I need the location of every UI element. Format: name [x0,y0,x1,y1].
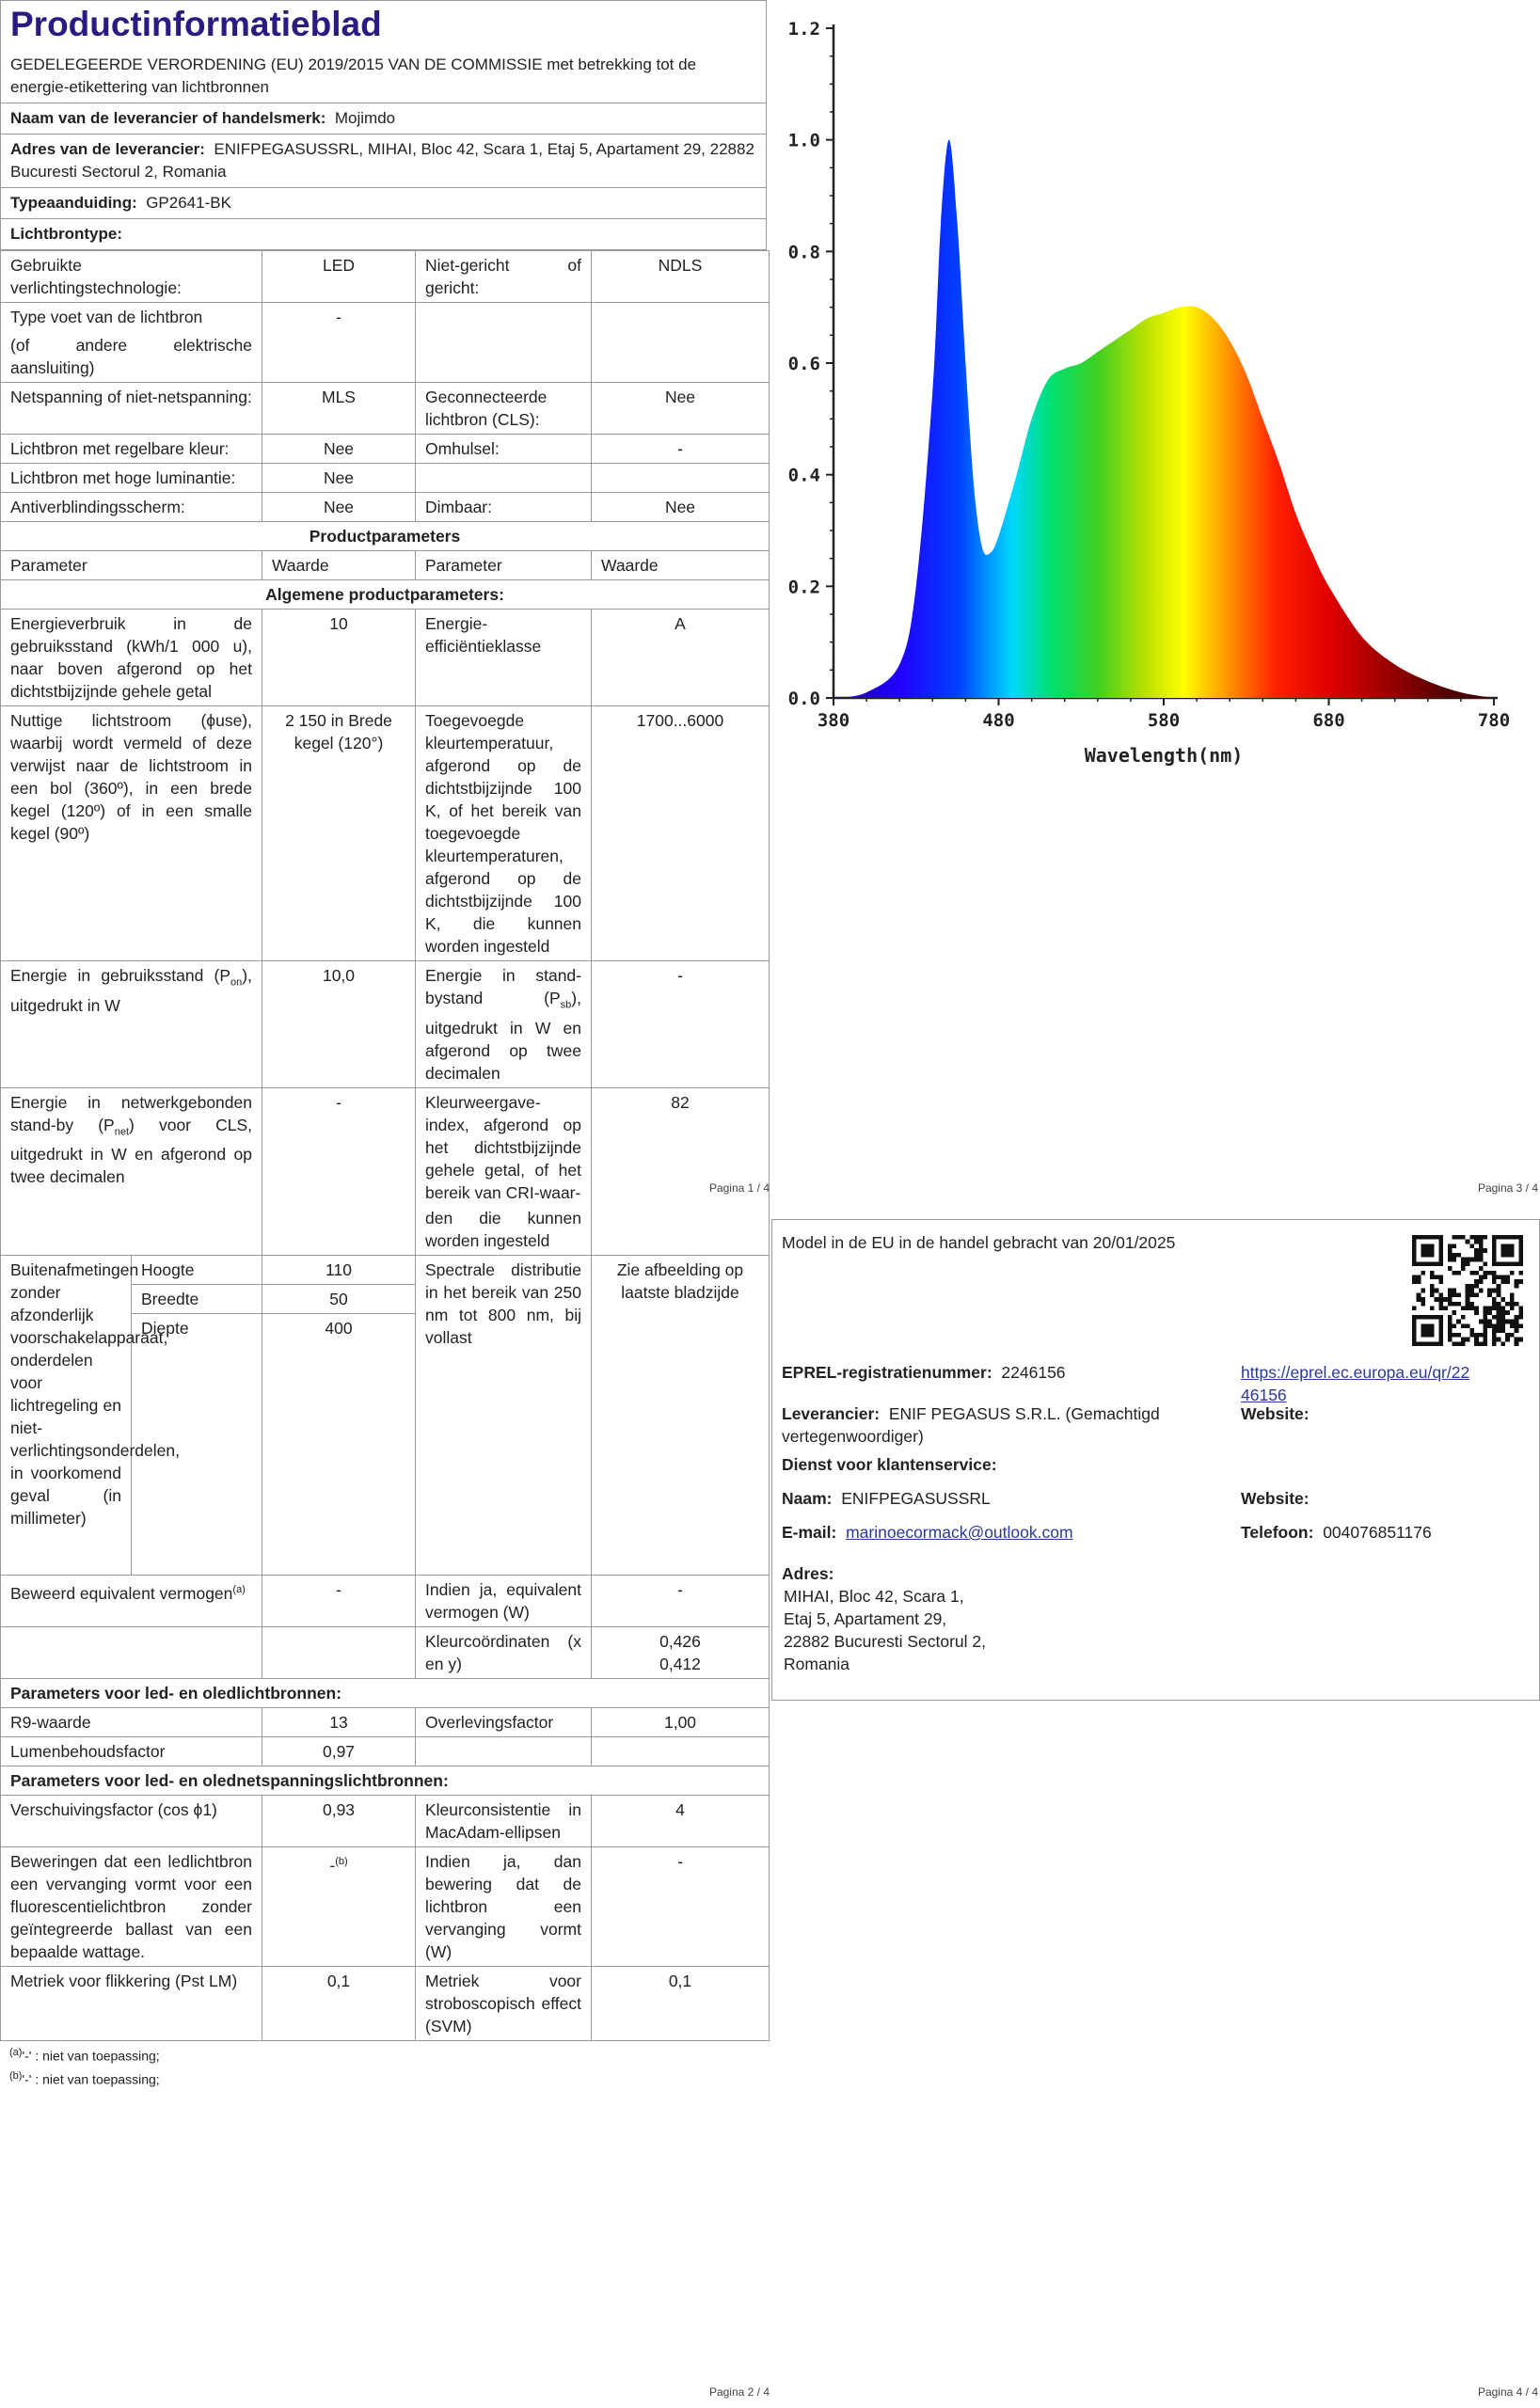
address-line: Romania [784,1655,850,1673]
y-tick-label: 1.2 [787,19,820,40]
table-row [1,1708,770,1737]
page-number: Pagina 2 / 4 [708,2385,770,2399]
address-label-text: Adres: [782,1564,834,1583]
general-params-heading: Algemene productparameters: [1,580,770,610]
table-row [1,1967,770,2041]
survival-value: 1,00 [592,1708,770,1737]
pnet-label-a: Energie in netwerkgebonden stand-by (P [10,1092,252,1134]
psb-label [416,961,592,1088]
model-value: GP2641-BK [146,194,231,212]
y-tick-label: 0.8 [787,242,820,263]
spd-label: Spectrale distributie in het bereik van 250 nm tot 800 nm, bij vollast [416,1256,592,1576]
page-4 [770,1204,1540,2408]
antiglare-value: Nee [262,493,416,522]
spectral-distribution-chart [770,0,1540,790]
chromaticity-x: 0,426 [659,1632,701,1651]
supplier-label: Leverancier: [782,1404,881,1423]
height-label: Hoogte [132,1256,262,1285]
table-row [1,1087,770,1204]
email-row [782,1521,1073,1544]
high-luminance-value: Nee [262,464,416,493]
empty-cell [416,1737,592,1766]
empty-cell [262,1627,416,1679]
table-row [1,1679,770,1708]
equivalent-power-value: - [262,1576,416,1627]
customer-service-text: Dienst voor klantenservice: [782,1455,997,1474]
table-row [1,580,770,610]
x-tick-label: 680 [1312,710,1345,731]
regulation-subtitle: GEDELEGEERDE VERORDENING (EU) 2019/2015 VAN DE COMMISSIE met betrekking tot de energie-etikettering van lichtbronnen [1,46,766,103]
table-row [1,1204,770,1256]
empty-cell [1,1627,262,1679]
survival-label: Overlevingsfactor [416,1708,592,1737]
psb-sub: sb [560,999,572,1011]
spd-value: Zie afbeelding op laatste bladzijde [592,1256,770,1576]
supplier-row [782,1402,1233,1448]
envelope-label: Omhulsel: [416,435,592,464]
parameters-table-2 [0,1204,770,2041]
supplier-name-row [1,103,766,135]
energy-use-value: 10 [262,610,416,706]
tech-label: Gebruikte verlichtingstechnologie: [1,251,262,303]
displacement-value: 0,93 [262,1796,416,1847]
table-row [1,1627,770,1679]
phone-row [1241,1521,1432,1544]
pnet-label [1,1087,262,1204]
r9-value: 13 [262,1708,416,1737]
email-link[interactable]: marinoecormack@outlook.com [846,1523,1073,1542]
website2-row [1241,1487,1310,1510]
y-tick-label: 1.0 [787,130,820,151]
x-tick-label: 380 [817,710,850,731]
parameters-table-1 [0,250,770,1204]
table-row [1,435,770,464]
x-tick-label: 580 [1147,710,1181,731]
page-number: Pagina 3 / 4 [1477,1181,1538,1195]
table-row [1,1256,770,1285]
height-value: 110 [262,1256,416,1285]
supplier-value: ENIF PEGASUS S.R.L. (Gemachtigd vertegenwoordiger) [782,1404,1160,1446]
table-row [1,961,770,1088]
displacement-label: Verschuivingsfactor (cos ϕ1) [1,1796,262,1847]
address-line: 22882 Bucuresti Sectorul 2, [784,1632,986,1651]
spectrum-area [834,140,1494,698]
address-line: Etaj 5, Apartament 29, [784,1609,947,1628]
supplier-address-label: Adres van de leverancier: [10,140,205,158]
footnote-b-text: '-' : niet van toepassing; [22,2071,160,2087]
table-row [1,1796,770,1847]
stroboscopic-label: Metriek voor stroboscopisch effect (SVM) [416,1967,592,2041]
website-label [1241,1402,1310,1425]
claims-label: Beweringen dat een ledlichtbron een vervanging vormt voor een fluorescentielichtbron zonder geïntegreerde ballast van een bepaalde wattage. [1,1847,262,1967]
eprel-link-line1[interactable]: https://eprel.ec.europa.eu/qr/22 [1241,1363,1470,1382]
colour-consistency-label: Kleurconsistentie in MacAdam-ellipsen [416,1796,592,1847]
colour-consistency-value: 4 [592,1796,770,1847]
empty-cell [262,1204,416,1256]
cap-value: - [262,303,416,383]
led-params-heading: Parameters voor led- en oledlichtbronnen: [1,1679,770,1708]
replacement-label: Indien ja, dan bewering dat de lichtbron een vervanging vormt (W) [416,1847,592,1967]
table-row [1,551,770,580]
page-number: Pagina 4 / 4 [1477,2385,1538,2399]
qr-code[interactable] [1412,1235,1523,1346]
eprel-link-line2[interactable]: 46156 [1241,1386,1287,1404]
product-params-heading: Productparameters [1,522,770,551]
depth-label: Diepte [132,1314,262,1576]
table-row [1,522,770,551]
chromaticity-y: 0,412 [659,1655,701,1673]
lightsource-type-label: Lichtbrontype: [10,225,122,243]
claims-value [262,1847,416,1967]
page-title: Productinformatieblad [10,5,382,43]
pnet-sub: net [114,1126,130,1137]
address-label [782,1562,834,1585]
page-number: Pagina 1 / 4 [708,1181,770,1195]
footnote-ref-b: (b) [335,1856,348,1867]
footnote-a-mark: (a) [9,2047,23,2058]
col-header-value: Waarde [262,551,416,580]
pon-sub: on [230,976,243,989]
chromaticity-value [592,1627,770,1679]
supplier-name-label: Naam van de leverancier of handelsmerk: [10,109,326,127]
lumen-maintenance-value: 0,97 [262,1737,416,1766]
energy-use-label: Energieverbruik in de gebruiksstand (kWh/1 000 u), naar boven afgerond op het dichtstbijzijnde gehele getal [1,610,262,706]
empty-cell [416,464,592,493]
pon-label-b: ), uitgedrukt in W [10,966,252,1015]
table-row [1,303,770,383]
placed-on-market: Model in de EU in de handel gebracht van 20/01/2025 [782,1233,1176,1252]
website2-label: Website: [1241,1489,1310,1508]
psb-label-b: ), uitgedrukt in W en afgerond op twee decimalen [425,989,581,1083]
table-row [1,493,770,522]
nondirectional-label: Niet-gericht of gericht: [416,251,592,303]
y-tick-label: 0.0 [787,689,820,709]
pnet-label-b: ) voor CLS, uitgedrukt in W en afgerond op twee decimalen [10,1115,253,1186]
website-label-text: Website: [1241,1404,1310,1423]
table-row [1,383,770,435]
phone-value: 004076851176 [1323,1523,1432,1542]
phone-label: Telefoon: [1241,1523,1314,1542]
empty-cell [592,1204,770,1256]
table-row [1,1847,770,1967]
footnote-ref-a: (a) [232,1584,246,1595]
pon-label-a: Energie in gebruiksstand (P [10,966,231,985]
cri-value: 82 [592,1087,770,1204]
lumen-maintenance-label: Lumenbehoudsfactor [1,1737,262,1766]
table-row [1,251,770,303]
col-header-param: Parameter [1,551,262,580]
email-label: E-mail: [782,1523,837,1542]
supplier-name: Mojimdo [334,109,396,127]
empty-cell [592,303,770,383]
customer-service-heading [782,1453,997,1476]
depth-value: 400 [262,1314,416,1576]
page-3 [770,0,1540,1204]
mains-value: MLS [262,383,416,435]
equivalent-watt-label: Indien ja, equivalent vermogen (W) [416,1576,592,1627]
cri-label-continued: den die kunnen worden ingesteld [416,1204,592,1256]
lightsource-type-row [1,219,766,249]
flux-label: Nuttige lichtstroom (ϕuse), waarbij wordt vermeld of deze verwijst naar de lichtstroom in een bol (360º), in een brede kegel (120º) of in een smalle kegel (90º) [1,706,262,961]
model-label: Typeaanduiding: [10,194,137,212]
flicker-value: 0,1 [262,1967,416,2041]
mains-label: Netspanning of niet-netspanning: [1,383,262,435]
stroboscopic-value: 0,1 [592,1967,770,2041]
pon-label [1,961,262,1088]
y-tick-label: 0.4 [787,465,820,486]
name-value: ENIFPEGASUSSRL [841,1489,991,1508]
cls-value: Nee [592,383,770,435]
table-row [1,464,770,493]
width-value: 50 [262,1285,416,1314]
table-row [1,1766,770,1796]
footnote-b [9,2067,770,2090]
empty-cell [416,303,592,383]
table-row [1,706,770,961]
cap-label-line2: (of andere elektrische aansluiting) [10,336,252,377]
equivalent-watt-value: - [592,1576,770,1627]
x-tick-label: 480 [982,710,1015,731]
empty-cell [1,1204,262,1256]
table-row [1,1737,770,1766]
footnote-a [9,2043,770,2067]
tech-value: LED [262,251,416,303]
x-tick-label: 780 [1477,710,1511,731]
psb-label-a: Energie in stand-bystand (P [425,966,581,1007]
table-row [1,1576,770,1627]
footnote-b-mark: (b) [9,2069,23,2082]
x-axis-label: Wavelength(nm) [1084,744,1244,767]
equivalent-power-text: Beweerd equivalent vermogen [10,1583,233,1603]
page-2 [0,1204,770,2408]
width-label: Breedte [132,1285,262,1314]
cri-label: Kleurweergave-index, afgerond op het dichtstbijzijnde gehele getal, of het bereik van CRI-waar- [416,1087,592,1204]
y-tick-label: 0.2 [787,577,820,598]
high-luminance-label: Lichtbron met hoge luminantie: [1,464,262,493]
flux-value: 2 150 in Brede kegel (120°) [262,706,416,961]
dimmable-label: Dimbaar: [416,493,592,522]
energy-class-label: Energie-efficiëntieklasse [416,610,592,706]
eprel-row [782,1361,1066,1384]
antiglare-label: Antiverblindingsscherm: [1,493,262,522]
cct-label: Toegevoegde kleurtemperatuur, afgerond op de dichtstbijzijnde 100 K, of het bereik van toegevoegde kleurtemperaturen, afgerond op de dichtstbijzijnde 100 K, die kunnen worden ingesteld [416,706,592,961]
eprel-info-box [771,1219,1540,1701]
mains-led-params-heading: Parameters voor led- en olednetspanningslichtbronnen: [1,1766,770,1796]
table-row [1,610,770,706]
header-box [0,0,767,250]
replacement-value: - [592,1847,770,1967]
pnet-value: - [262,1087,416,1204]
cct-value: 1700...6000 [592,706,770,961]
cap-label [1,303,262,383]
model-row [1,188,766,219]
flicker-label: Metriek voor flikkering (Pst LM) [1,1967,262,2041]
colour-tunable-label: Lichtbron met regelbare kleur: [1,435,262,464]
r9-label: R9-waarde [1,1708,262,1737]
energy-class-value: A [592,610,770,706]
empty-cell [592,1737,770,1766]
equivalent-power-label [1,1576,262,1627]
col-header-value: Waarde [592,551,770,580]
empty-cell [592,464,770,493]
cap-label-line1: Type voet van de lichtbron [10,308,203,326]
psb-value: - [592,961,770,1088]
address-block [784,1585,986,1675]
dimmable-value: Nee [592,493,770,522]
eprel-value: 2246156 [1001,1363,1066,1382]
dimensions-label: Buitenafmetingen zonder afzonderlijk voorschakelapparaat, onderdelen voor lichtregeling en niet-verlichtingsonderdelen, in voorkomend geval (in millimeter) [1,1256,132,1576]
y-tick-label: 0.6 [787,354,820,374]
claims-value-text: - [329,1855,336,1875]
footnote-a-text: '-' : niet van toepassing; [22,2048,160,2064]
pon-value: 10,0 [262,961,416,1088]
chromaticity-label: Kleurcoördinaten (x en y) [416,1627,592,1679]
eprel-label: EPREL-registratienummer: [782,1363,992,1382]
cls-label: Geconnecteerde lichtbron (CLS): [416,383,592,435]
colour-tunable-value: Nee [262,435,416,464]
nondirectional-value: NDLS [592,251,770,303]
supplier-address: ENIFPEGASUSSRL, MIHAI, Bloc 42, Scara 1, Etaj 5, Apartament 29, 22882 Bucuresti Sectorul 2, Romania [10,140,754,181]
eprel-link-block [1241,1361,1523,1406]
supplier-address-row [1,135,766,188]
name-row [782,1487,991,1510]
col-header-param: Parameter [416,551,592,580]
envelope-value: - [592,435,770,464]
address-line: MIHAI, Bloc 42, Scara 1, [784,1587,964,1606]
name-label: Naam: [782,1489,833,1508]
page-1 [0,0,770,1204]
